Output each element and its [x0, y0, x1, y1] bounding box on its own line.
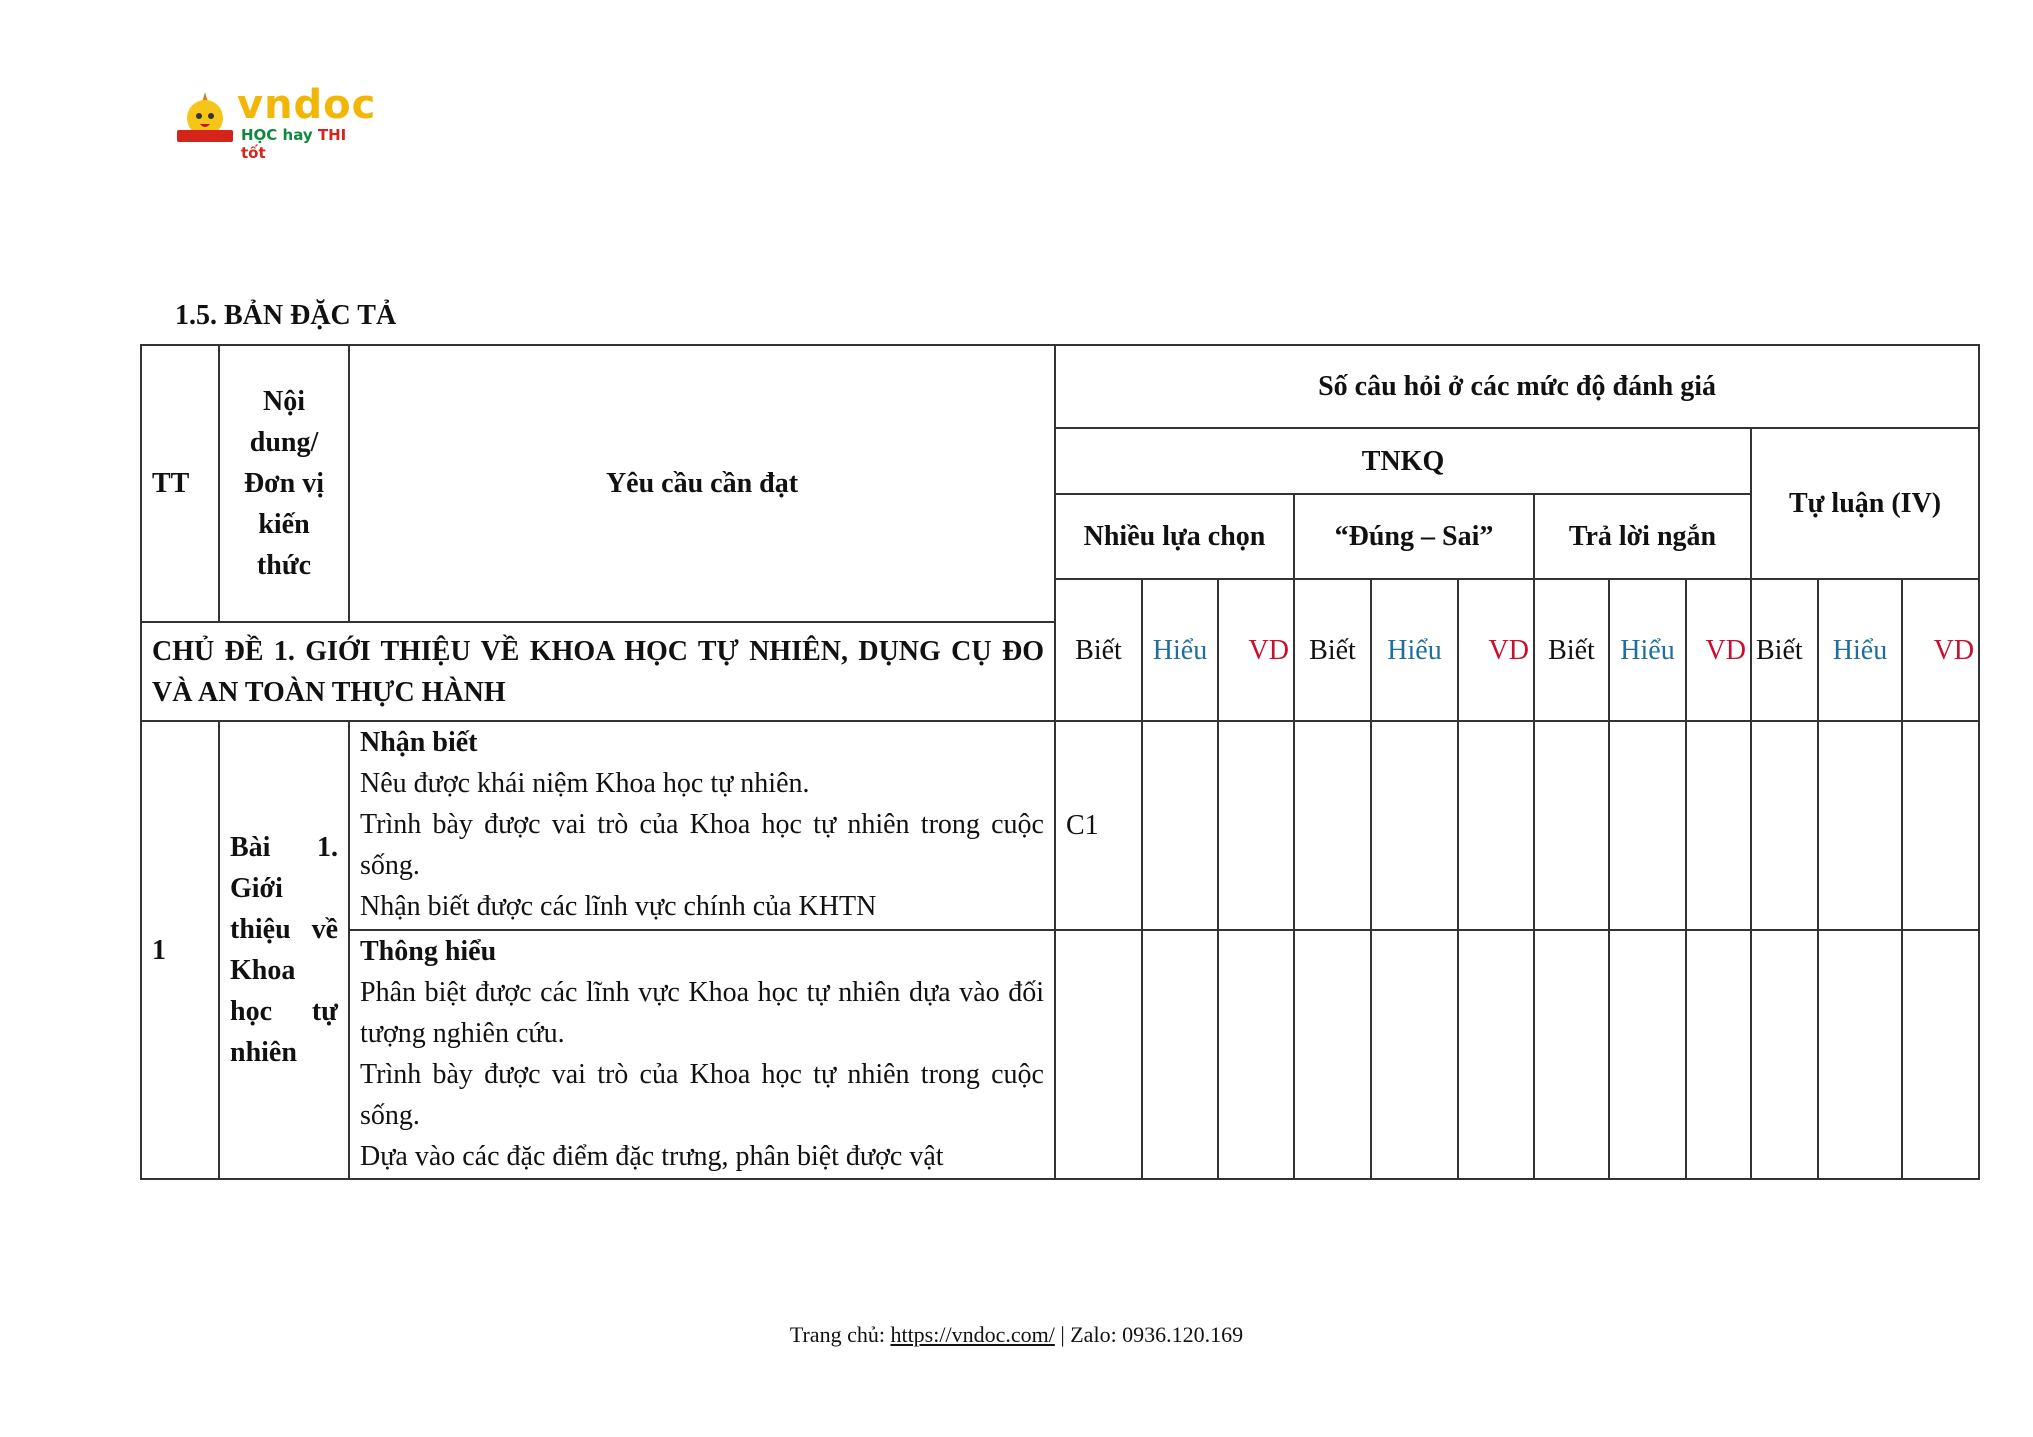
cell-value: [1371, 930, 1458, 1179]
requirement-line: Trình bày được vai trò của Khoa học tự nhiên trong cuộc sống.: [360, 809, 1044, 881]
cell-value: [1294, 930, 1371, 1179]
cell-value: [1686, 721, 1751, 930]
cell-value: [1902, 721, 1979, 930]
header-yeu-cau: Yêu cầu cần đạt: [349, 345, 1055, 622]
section-heading: 1.5. BẢN ĐẶC TẢ: [175, 300, 397, 331]
cell-value: [1218, 930, 1294, 1179]
requirement-thong-hieu: [349, 930, 1055, 1179]
level-vd: VD: [1686, 579, 1751, 721]
header-nhieu-lua-chon: Nhiều lựa chọn: [1055, 494, 1294, 579]
level-hieu: Hiểu: [1609, 579, 1686, 721]
cell-value: [1218, 721, 1294, 930]
cell-value: [1902, 930, 1979, 1179]
footer-label: Trang chủ:: [789, 1322, 891, 1347]
logo-slogan: HỌC hay THI tốt: [241, 126, 347, 162]
requirement-line: Trình bày được vai trò của Khoa học tự nhiên trong cuộc sống.: [360, 1059, 1044, 1131]
header-tnkq: TNKQ: [1055, 428, 1751, 494]
header-tt: TT: [141, 345, 219, 622]
cell-value: [1686, 930, 1751, 1179]
requirement-line: Nêu được khái niệm Khoa học tự nhiên.: [360, 768, 810, 799]
cell-value: [1142, 930, 1218, 1179]
requirement-line: Phân biệt được các lĩnh vực Khoa học tự nhiên dựa vào đối tượng nghiên cứu.: [360, 977, 1044, 1049]
requirement-nhan-biet: [349, 721, 1055, 930]
cell-value: [1458, 930, 1534, 1179]
cell-value: [1371, 721, 1458, 930]
cell-value: [1609, 930, 1686, 1179]
level-title: Nhận biết: [360, 727, 478, 758]
topic-row: CHỦ ĐỀ 1. GIỚI THIỆU VỀ KHOA HỌC TỰ NHIÊN, DỤNG CỤ ĐO VÀ AN TOÀN THỰC HÀNH: [141, 622, 1055, 721]
cell-value: C1: [1055, 721, 1142, 930]
header-noi-dung: Nội dung/ Đơn vị kiến thức: [219, 345, 349, 622]
cell-value: [1818, 930, 1902, 1179]
cell-value: [1534, 721, 1609, 930]
requirement-line: Nhận biết được các lĩnh vực chính của KHTN: [360, 891, 877, 922]
level-vd: VD: [1458, 579, 1534, 721]
vndoc-logo: [175, 82, 377, 162]
cell-value: [1751, 721, 1818, 930]
level-vd: VD: [1902, 579, 1979, 721]
cell-value: [1458, 721, 1534, 930]
footer-zalo: | Zalo: 0936.120.169: [1054, 1322, 1244, 1347]
level-hieu: Hiểu: [1371, 579, 1458, 721]
level-biet: Biết: [1055, 579, 1142, 721]
level-hieu: Hiểu: [1818, 579, 1902, 721]
cell-value: [1142, 721, 1218, 930]
level-biet: Biết: [1751, 579, 1818, 721]
level-biet: Biết: [1534, 579, 1609, 721]
cell-value: [1294, 721, 1371, 930]
cell-value: [1055, 930, 1142, 1179]
requirement-line: Dựa vào các đặc điểm đặc trưng, phân biệt được vật: [360, 1141, 944, 1172]
logo-wordmark: vndoc: [237, 82, 377, 128]
cell-value: [1818, 721, 1902, 930]
level-hieu: Hiểu: [1142, 579, 1218, 721]
cell-value: [1534, 930, 1609, 1179]
header-tu-luan: Tự luận (IV): [1751, 428, 1979, 579]
row-unit: Bài 1. Giới thiệu về Khoa học tự nhiên: [219, 721, 349, 1179]
cell-value: [1609, 721, 1686, 930]
header-so-cau-hoi: Số câu hỏi ở các mức độ đánh giá: [1055, 345, 1979, 428]
row-tt: 1: [141, 721, 219, 1179]
spec-table: [140, 344, 1980, 1180]
cell-value: [1751, 930, 1818, 1179]
level-title: Thông hiểu: [360, 936, 497, 967]
header-dung-sai: “Đúng – Sai”: [1294, 494, 1534, 579]
level-biet: Biết: [1294, 579, 1371, 721]
page-footer: [0, 1322, 2033, 1348]
level-vd: VD: [1218, 579, 1294, 721]
header-tra-loi-ngan: Trả lời ngắn: [1534, 494, 1751, 579]
homepage-link[interactable]: https://vndoc.com/: [890, 1322, 1055, 1347]
mascot-icon: [175, 90, 235, 146]
